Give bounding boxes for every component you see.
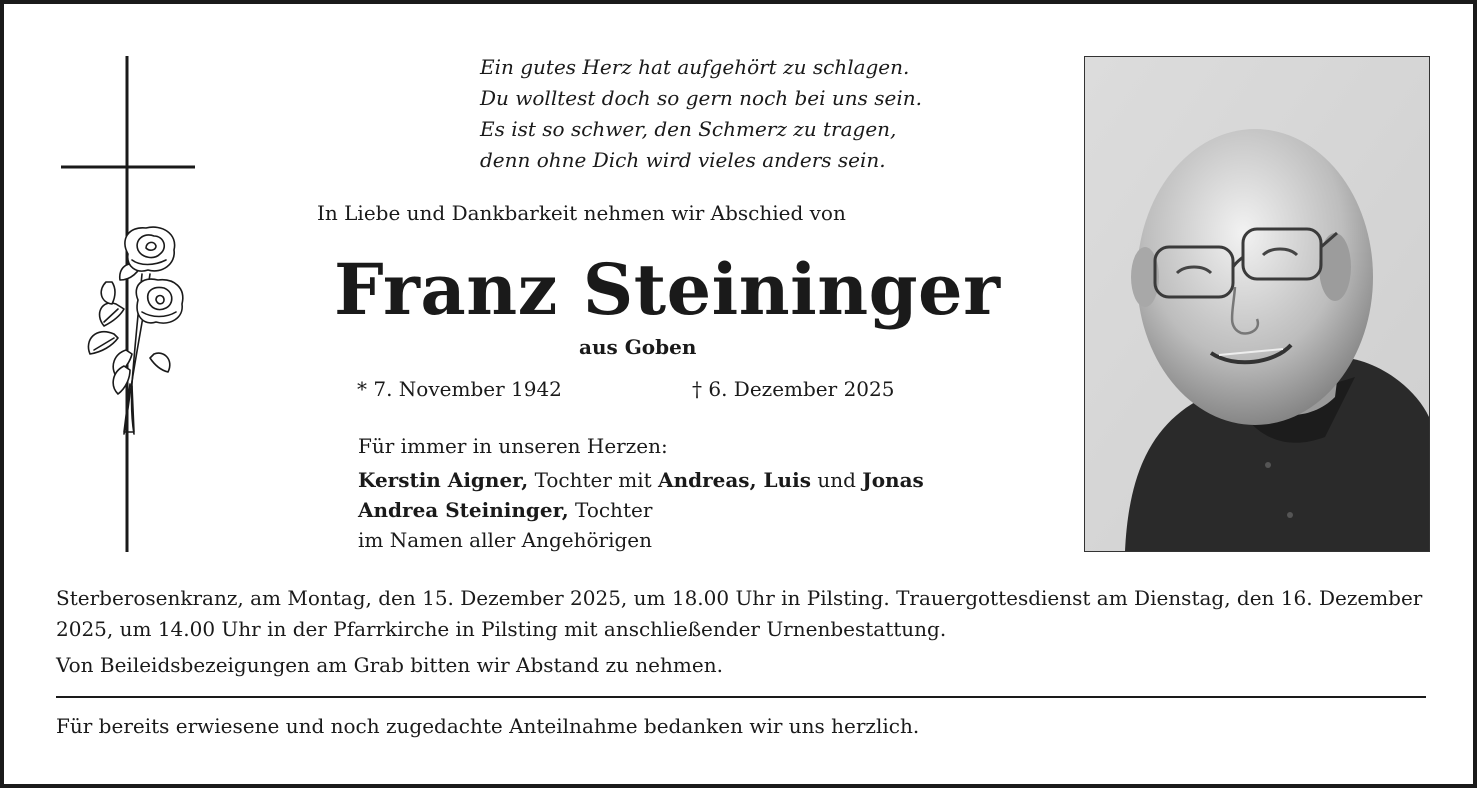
service-details: Sterberosenkranz, am Montag, den 15. Dezember 2025, um 18.00 Uhr in Pilsting. Trauergottesdienst am Dienstag, den 16. Dezember 2025, um 14.00 Uhr in der Pfarrkirche in Pilsting mit anschließender Urnenbestattung. [56, 586, 1423, 641]
deceased-name: Franz Steininger [334, 248, 1001, 331]
mourner-line [358, 495, 924, 525]
mourner-text: und [810, 468, 863, 492]
condolence-request: Von Beileidsbezeigungen am Grab bitten wir Abstand zu nehmen. [56, 653, 723, 677]
poem-line: Du wolltest doch so gern noch bei uns sein. [480, 86, 923, 110]
farewell-intro: In Liebe und Dankbarkeit nehmen wir Abschied von [317, 201, 846, 225]
funeral-service-info [56, 583, 1431, 681]
mourner-name: Andreas, Luis [658, 468, 811, 492]
mourner-name: Andrea Steininger, [358, 498, 569, 522]
deceased-origin: aus Goben [579, 335, 697, 359]
poem-line: Es ist so schwer, den Schmerz zu tragen, [480, 117, 897, 141]
mourners-block [358, 431, 924, 555]
poem-line: denn ohne Dich wird vieles anders sein. [480, 148, 886, 172]
mourner-line [358, 465, 924, 495]
thanks-note: Für bereits erwiesene und noch zugedachte Anteilnahme bedanken wir uns herzlich. [56, 714, 920, 738]
mourner-name: Kerstin Aigner, [358, 468, 529, 492]
roses-icon [88, 227, 182, 434]
portrait-photo [1084, 56, 1430, 552]
mourner-text: Tochter mit [528, 468, 659, 492]
mourners-heading: Für immer in unseren Herzen: [358, 434, 668, 458]
death-date: † 6. Dezember 2025 [692, 377, 895, 401]
birth-date: * 7. November 1942 [357, 377, 562, 401]
divider [56, 696, 1426, 698]
cross-with-roses [54, 54, 204, 556]
mourner-name: Jonas [862, 468, 924, 492]
poem-line: Ein gutes Herz hat aufgehört zu schlagen. [480, 55, 910, 79]
mourner-text: Tochter [568, 498, 653, 522]
memorial-poem [480, 52, 922, 176]
portrait-image [1085, 57, 1429, 551]
mourner-line: im Namen aller Angehörigen [358, 528, 653, 552]
cross-icon [54, 54, 204, 556]
